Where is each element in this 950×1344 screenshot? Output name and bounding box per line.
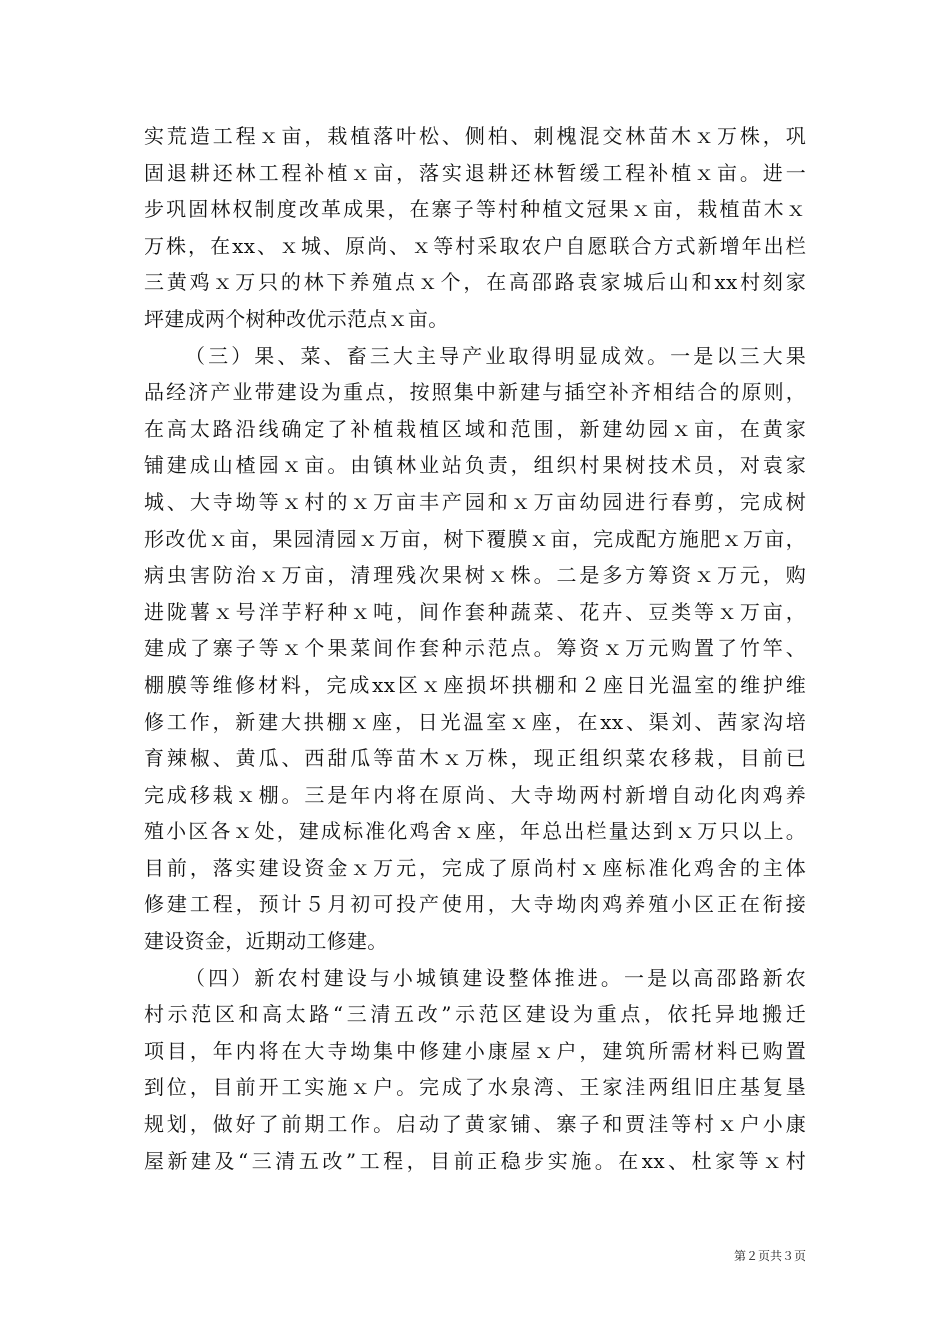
text-line: 棚膜等维修材料，完成xx区ｘ座损坏拱棚和２座日光温室的维护维	[144, 672, 806, 697]
text-line: 育辣椒、黄瓜、西甜瓜等苗木ｘ万株，现正组织菜农移栽，目前已	[144, 746, 806, 771]
document-body	[144, 118, 806, 1179]
text-line: 万株，在xx、ｘ城、原尚、ｘ等村采取农户自愿联合方式新增年出栏	[144, 233, 806, 258]
section-heading-line: （四）新农村建设与小城镇建设整体推进。一是以高邵路新农	[185, 965, 806, 990]
text-line: 目前，落实建设资金ｘ万元，完成了原尚村ｘ座标准化鸡舍的主体	[144, 855, 806, 880]
text-line: 形改优ｘ亩，果园清园ｘ万亩，树下覆膜ｘ亩，完成配方施肥ｘ万亩，	[144, 526, 806, 551]
paragraph-three-industries	[144, 338, 806, 960]
text-line: 到位，目前开工实施ｘ户。完成了水泉湾、王家洼两组旧庄基复垦	[144, 1075, 806, 1100]
text-line: 病虫害防治ｘ万亩，清理残次果树ｘ株。二是多方筹资ｘ万元，购	[144, 563, 806, 588]
text-line: 在高太路沿线确定了补植栽植区域和范围，新建幼园ｘ亩，在黄家	[144, 416, 806, 441]
text-line: 村示范区和高太路“三清五改”示范区建设为重点，依托异地搬迁	[144, 1002, 806, 1027]
text-line: 进陇薯ｘ号洋芋籽种ｘ吨，间作套种蔬菜、花卉、豆类等ｘ万亩，	[144, 599, 806, 624]
page-number: 第２页共３页	[733, 1249, 806, 1263]
section-heading-line: （三）果、菜、畜三大主导产业取得明显成效。一是以三大果	[185, 343, 806, 368]
text-line: 完成移栽ｘ棚。三是年内将在原尚、大寺坳两村新增自动化肉鸡养	[144, 782, 806, 807]
text-line: 建成了寨子等ｘ个果菜间作套种示范点。筹资ｘ万元购置了竹竿、	[144, 636, 806, 661]
text-line: 规划，做好了前期工作。启动了黄家铺、寨子和贾洼等村ｘ户小康	[144, 1112, 806, 1137]
text-line: 步巩固林权制度改革成果，在寨子等村种植文冠果ｘ亩，栽植苗木ｘ	[144, 197, 806, 222]
text-line: 殖小区各ｘ处，建成标准化鸡舍ｘ座，年总出栏量达到ｘ万只以上。	[144, 819, 806, 844]
text-line: 修建工程，预计５月初可投产使用，大寺坳肉鸡养殖小区正在衔接	[144, 892, 806, 917]
text-line: 品经济产业带建设为重点，按照集中新建与插空补齐相结合的原则，	[144, 380, 806, 405]
text-line: 铺建成山楂园ｘ亩。由镇林业站负责，组织村果树技术员，对袁家	[144, 453, 806, 478]
text-line: 屋新建及“三清五改”工程，目前正稳步实施。在xx、杜家等ｘ村	[144, 1148, 806, 1173]
text-line: 固退耕还林工程补植ｘ亩，落实退耕还林暂缓工程补植ｘ亩。进一	[144, 160, 806, 185]
text-line: 城、大寺坳等ｘ村的ｘ万亩丰产园和ｘ万亩幼园进行春剪，完成树	[144, 489, 806, 514]
text-line: 修工作，新建大拱棚ｘ座，日光温室ｘ座，在xx、渠刘、茜家沟培	[144, 709, 806, 734]
paragraph-afforestation	[144, 118, 806, 338]
text-line: 建设资金，近期动工修建。	[144, 929, 388, 954]
text-line: 坪建成两个树种改优示范点ｘ亩。	[144, 306, 449, 331]
paragraph-new-countryside	[144, 960, 806, 1180]
text-line: 项目，年内将在大寺坳集中修建小康屋ｘ户，建筑所需材料已购置	[144, 1038, 806, 1063]
text-line: 三黄鸡ｘ万只的林下养殖点ｘ个，在高邵路袁家城后山和xx村刻家	[144, 270, 806, 295]
text-line: 实荒造工程ｘ亩，栽植落叶松、侧柏、刺槐混交林苗木ｘ万株，巩	[144, 124, 806, 148]
